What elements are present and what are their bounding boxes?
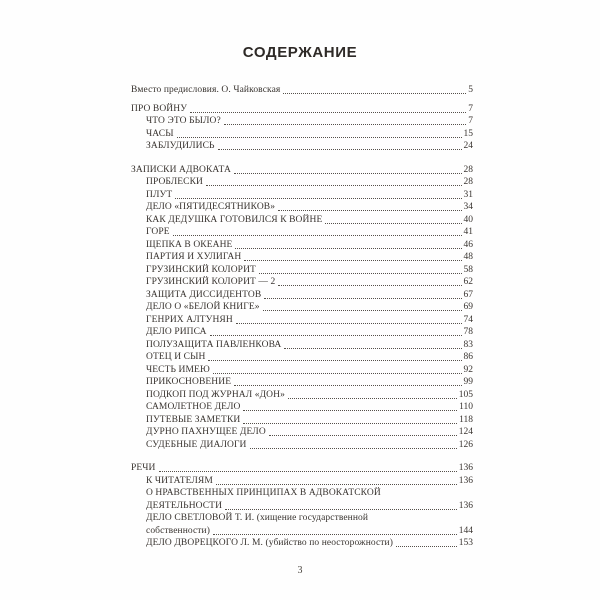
toc-entry-page-number: 136 — [458, 500, 473, 511]
toc-leader-dots — [206, 185, 461, 186]
toc-leader-dots — [173, 235, 462, 236]
toc-entry — [131, 115, 473, 128]
toc-leader-dots — [269, 435, 457, 436]
toc-entry-title: ДЕЛО РИПСА — [146, 327, 207, 337]
toc-leader-dots — [244, 260, 461, 261]
toc-entry — [131, 500, 473, 513]
toc-leader-dots — [175, 198, 461, 199]
toc-entry-page-number: 40 — [463, 214, 473, 225]
toc-leader-dots — [224, 124, 466, 125]
toc-entry-page-number: 7 — [468, 116, 473, 126]
toc-entry-title: ГОРЕ — [146, 227, 170, 237]
toc-entry-title: О НРАВСТВЕННЫХ ПРИНЦИПАХ В АДВОКАТСКОЙ — [146, 488, 381, 498]
toc-entry-page-number: 74 — [463, 314, 473, 325]
toc-entry-page-number: 24 — [463, 141, 473, 151]
toc-entry-title: РЕЧИ — [131, 463, 156, 473]
toc-entry — [131, 351, 473, 364]
toc-leader-dots — [288, 398, 457, 399]
toc-entry — [131, 103, 473, 116]
toc-entry — [131, 376, 473, 389]
toc-leader-dots — [283, 93, 466, 94]
toc-entry — [131, 462, 473, 475]
toc-leader-dots — [216, 484, 457, 485]
toc-entry-title: КАК ДЕДУШКА ГОТОВИЛСЯ К ВОЙНЕ — [146, 214, 323, 225]
toc-entry-page-number: 136 — [458, 475, 473, 486]
toc-entry-page-number: 58 — [463, 264, 473, 275]
toc-entry-page-number: 92 — [463, 364, 473, 375]
toc-entry — [131, 537, 473, 550]
toc-entry-title: САМОЛЕТНОЕ ДЕЛО — [146, 402, 241, 412]
toc-entry-title: ПРОБЛЕСКИ — [146, 177, 204, 187]
toc-entry — [131, 251, 473, 264]
toc-leader-dots — [234, 173, 462, 174]
toc-entry — [131, 401, 473, 414]
toc-entry-page-number: 136 — [458, 463, 473, 473]
toc-entry-title: ГРУЗИНСКИЙ КОЛОРИТ — [146, 264, 256, 275]
toc-entry-title: ПРО ВОЙНУ — [131, 103, 188, 114]
toc-entry-title: ДЕЛО СВЕТЛОВОЙ Т. И. (хищение государственной — [146, 513, 369, 523]
toc-entry — [131, 339, 473, 352]
toc-entry — [131, 176, 473, 189]
toc-entry — [131, 84, 473, 97]
toc-entry — [131, 426, 473, 439]
toc-entry-title: ДЕЛО «ПЯТИДЕСЯТНИКОВ» — [146, 202, 276, 212]
toc-entry-title: ПАРТИЯ И ХУЛИГАН — [146, 252, 242, 262]
toc-entry-title: ЩЕПКА В ОКЕАНЕ — [146, 239, 233, 250]
toc-entry — [131, 326, 473, 339]
toc-entry — [131, 475, 473, 488]
toc-entry-title: Вместо предисловия. О. Чайковская — [131, 85, 281, 95]
toc-leader-dots — [213, 534, 457, 535]
toc-entry — [131, 439, 473, 452]
toc-entry-page-number: 124 — [458, 427, 473, 437]
toc-entry — [131, 276, 473, 289]
toc-entry-title: ПУТЕВЫЕ ЗАМЕТКИ — [146, 414, 241, 425]
toc-leader-dots — [218, 149, 462, 150]
toc-entry-page-number: 62 — [463, 277, 473, 287]
toc-leader-dots — [264, 298, 461, 299]
toc-entry-title: СУДЕБНЫЕ ДИАЛОГИ — [146, 439, 247, 450]
toc-entry-page-number: 118 — [459, 414, 473, 425]
toc-leader-dots — [396, 546, 457, 547]
toc-entry-title: ДЕЛО О «БЕЛОЙ КНИГЕ» — [146, 302, 260, 312]
toc-entry — [131, 264, 473, 277]
toc-entry — [131, 128, 473, 141]
toc-entry — [131, 301, 473, 314]
toc-entry — [131, 140, 473, 153]
toc-entry-page-number: 34 — [463, 202, 473, 212]
toc-entry-page-number: 99 — [463, 377, 473, 387]
toc-entry — [131, 226, 473, 239]
toc-leader-dots — [190, 112, 466, 113]
toc-entry-title: ЧЕСТЬ ИМЕЮ — [146, 364, 210, 375]
toc-entry-page-number: 15 — [463, 128, 473, 139]
toc-entry-page-number: 110 — [459, 402, 473, 412]
toc-entry-title: ОТЕЦ И СЫН — [146, 352, 206, 362]
toc-leader-dots — [284, 348, 461, 349]
toc-entry-title: ЧТО ЭТО БЫЛО? — [146, 116, 221, 126]
toc-entry-title: ЧАСЫ — [146, 128, 174, 139]
toc-entry-title: ДЕЛО ДВОРЕЦКОГО Л. М. (убийство по неосторожности) — [146, 538, 394, 548]
toc-entry-page-number: 28 — [463, 164, 473, 175]
toc-entry-title: ЗАЩИТА ДИССИДЕНТОВ — [146, 289, 262, 300]
toc-entry-title: ГЕНРИХ АЛТУНЯН — [146, 314, 233, 325]
toc-entry-page-number: 144 — [458, 525, 473, 536]
toc-entry — [131, 201, 473, 214]
toc-entry-page-number: 7 — [468, 103, 473, 114]
toc-entry-page-number: 105 — [458, 389, 473, 400]
toc-entry — [131, 525, 473, 538]
toc-leader-dots — [235, 248, 461, 249]
toc-leader-dots — [236, 323, 462, 324]
toc-entry-page-number: 5 — [468, 85, 473, 95]
toc-leader-dots — [213, 373, 462, 374]
toc-entry-page-number: 153 — [458, 538, 473, 548]
toc-entry-title: ДУРНО ПАХНУЩЕЕ ДЕЛО — [146, 427, 266, 437]
toc-entry-page-number: 83 — [463, 339, 473, 350]
toc-entry-page-number: 126 — [458, 439, 473, 450]
toc-entry-page-number: 31 — [463, 189, 473, 200]
toc-entry — [131, 214, 473, 227]
toc-entry — [131, 239, 473, 252]
toc-entry-title: ПОЛУЗАЩИТА ПАВЛЕНКОВА — [146, 339, 282, 350]
toc-entry — [131, 414, 473, 427]
toc-leader-dots — [210, 335, 462, 336]
toc-entry-page-number: 69 — [463, 302, 473, 312]
toc-leader-dots — [225, 509, 457, 510]
toc-entry-title: ДЕЯТЕЛЬНОСТИ — [146, 500, 223, 511]
toc-entry-page-number: 86 — [463, 352, 473, 362]
toc-entry-page-number: 41 — [463, 227, 473, 237]
toc-entry — [131, 512, 473, 525]
toc-entry-title: собственности) — [146, 525, 210, 536]
toc-leader-dots — [243, 423, 457, 424]
toc-entry — [131, 164, 473, 177]
toc-leader-dots — [243, 410, 457, 411]
toc-entry-title: ЗАБЛУДИЛИСЬ — [146, 141, 215, 151]
toc-entry-title: ГРУЗИНСКИЙ КОЛОРИТ — 2 — [146, 277, 276, 287]
folio-page-number: 3 — [297, 565, 303, 576]
toc-entry — [131, 289, 473, 302]
toc-entry-title: К ЧИТАТЕЛЯМ — [146, 475, 213, 486]
toc-leader-dots — [278, 285, 461, 286]
toc-leader-dots — [259, 273, 462, 274]
toc-entry-title: ПЛУТ — [146, 189, 173, 200]
toc-leader-dots — [325, 223, 461, 224]
toc-entry — [131, 487, 473, 500]
toc-entry-title: ЗАПИСКИ АДВОКАТА — [131, 164, 231, 175]
page-title: СОДЕРЖАНИЕ — [242, 44, 358, 61]
toc-list — [131, 84, 473, 550]
toc-leader-dots — [234, 385, 461, 386]
toc-entry-page-number: 48 — [463, 252, 473, 262]
toc-entry — [131, 314, 473, 327]
toc-leader-dots — [208, 360, 461, 361]
toc-entry-title: ПРИКОСНОВЕНИЕ — [146, 377, 232, 387]
toc-leader-dots — [278, 210, 461, 211]
toc-leader-dots — [250, 448, 457, 449]
toc-entry — [131, 364, 473, 377]
toc-entry-page-number: 67 — [463, 289, 473, 300]
toc-leader-dots — [159, 471, 457, 472]
toc-entry-page-number: 28 — [463, 177, 473, 187]
toc-entry-title: ПОДКОП ПОД ЖУРНАЛ «ДОН» — [146, 389, 285, 400]
toc-entry-page-number: 46 — [463, 239, 473, 250]
toc-entry — [131, 189, 473, 202]
toc-leader-dots — [177, 137, 462, 138]
toc-leader-dots — [263, 310, 462, 311]
toc-entry-page-number: 78 — [463, 327, 473, 337]
toc-entry — [131, 389, 473, 402]
